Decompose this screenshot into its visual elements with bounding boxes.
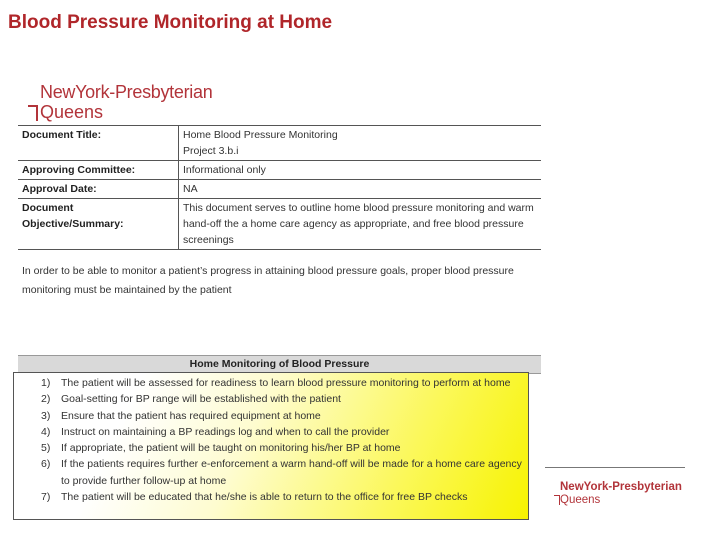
divider <box>545 467 685 468</box>
table-row <box>18 161 541 180</box>
item-text: The patient will be assessed for readiness to learn blood pressure monitoring to perform at home <box>61 377 511 389</box>
table-row <box>18 126 541 161</box>
committee-value: Informational only <box>183 164 266 176</box>
objective-value: This document serves to outline home blood pressure monitoring and warm hand-off the a home care agency as appropriate, and free blood pressure screenings <box>183 202 534 246</box>
objective-label-line2: Objective/Summary: <box>22 218 124 230</box>
item-number: 4) <box>41 425 51 438</box>
logo-bracket-icon <box>554 495 560 505</box>
item-number: 7) <box>41 491 51 504</box>
committee-label: Approving Committee: <box>18 161 179 180</box>
logo-top-line2: Queens <box>40 102 104 122</box>
list-item <box>14 489 528 505</box>
list-item <box>14 440 528 456</box>
list-item <box>14 424 528 440</box>
item-text: If the patients requires further e-enforcement a warm hand-off will be made for a home care agency to provide further follow-up at home <box>61 458 522 487</box>
slide-title: Blood Pressure Monitoring at Home <box>8 12 333 33</box>
monitoring-list <box>14 373 528 505</box>
item-number: 2) <box>41 393 51 406</box>
title-value <box>179 126 542 161</box>
objective-label <box>18 199 179 250</box>
logo-bottom <box>560 482 682 506</box>
item-text: Ensure that the patient has required equipment at home <box>61 409 321 422</box>
list-item <box>14 456 528 489</box>
title-value-line1: Home Blood Pressure Monitoring <box>183 129 338 141</box>
logo-bottom-line1: NewYork-Presbyterian <box>560 481 682 493</box>
logo-bottom-line2: Queens <box>560 493 601 506</box>
list-item <box>14 408 528 424</box>
objective-label-line1: Document <box>22 202 74 214</box>
item-text: Goal-setting for BP range will be established with the patient <box>61 393 341 406</box>
table-row <box>18 199 541 250</box>
item-text: The patient will be educated that he/she is able to return to the office for free BP checks <box>61 491 468 504</box>
logo-bracket-icon <box>28 105 38 121</box>
monitoring-box <box>13 372 529 520</box>
title-value-line2: Project 3.b.i <box>183 145 239 157</box>
item-number: 3) <box>41 409 51 422</box>
date-value: NA <box>183 183 198 195</box>
list-item <box>14 391 528 407</box>
item-number: 5) <box>41 442 51 455</box>
monitoring-header: Home Monitoring of Blood Pressure <box>18 355 541 374</box>
item-number: 1) <box>41 377 51 389</box>
item-number: 6) <box>41 458 51 471</box>
intro-paragraph: In order to be able to monitor a patient’s progress in attaining blood pressure goals, proper blood pressure monitoring must be maintained by the patient <box>22 265 514 296</box>
table-row <box>18 180 541 199</box>
document-info-table <box>18 125 541 250</box>
logo-top <box>40 83 212 121</box>
item-text: If appropriate, the patient will be taught on monitoring his/her BP at home <box>61 442 401 455</box>
title-label: Document Title: <box>18 126 179 161</box>
list-item <box>14 375 528 391</box>
item-text: Instruct on maintaining a BP readings log and when to call the provider <box>61 425 390 438</box>
date-label: Approval Date: <box>18 180 179 199</box>
logo-top-line1: NewYork-Presbyterian <box>40 82 213 102</box>
